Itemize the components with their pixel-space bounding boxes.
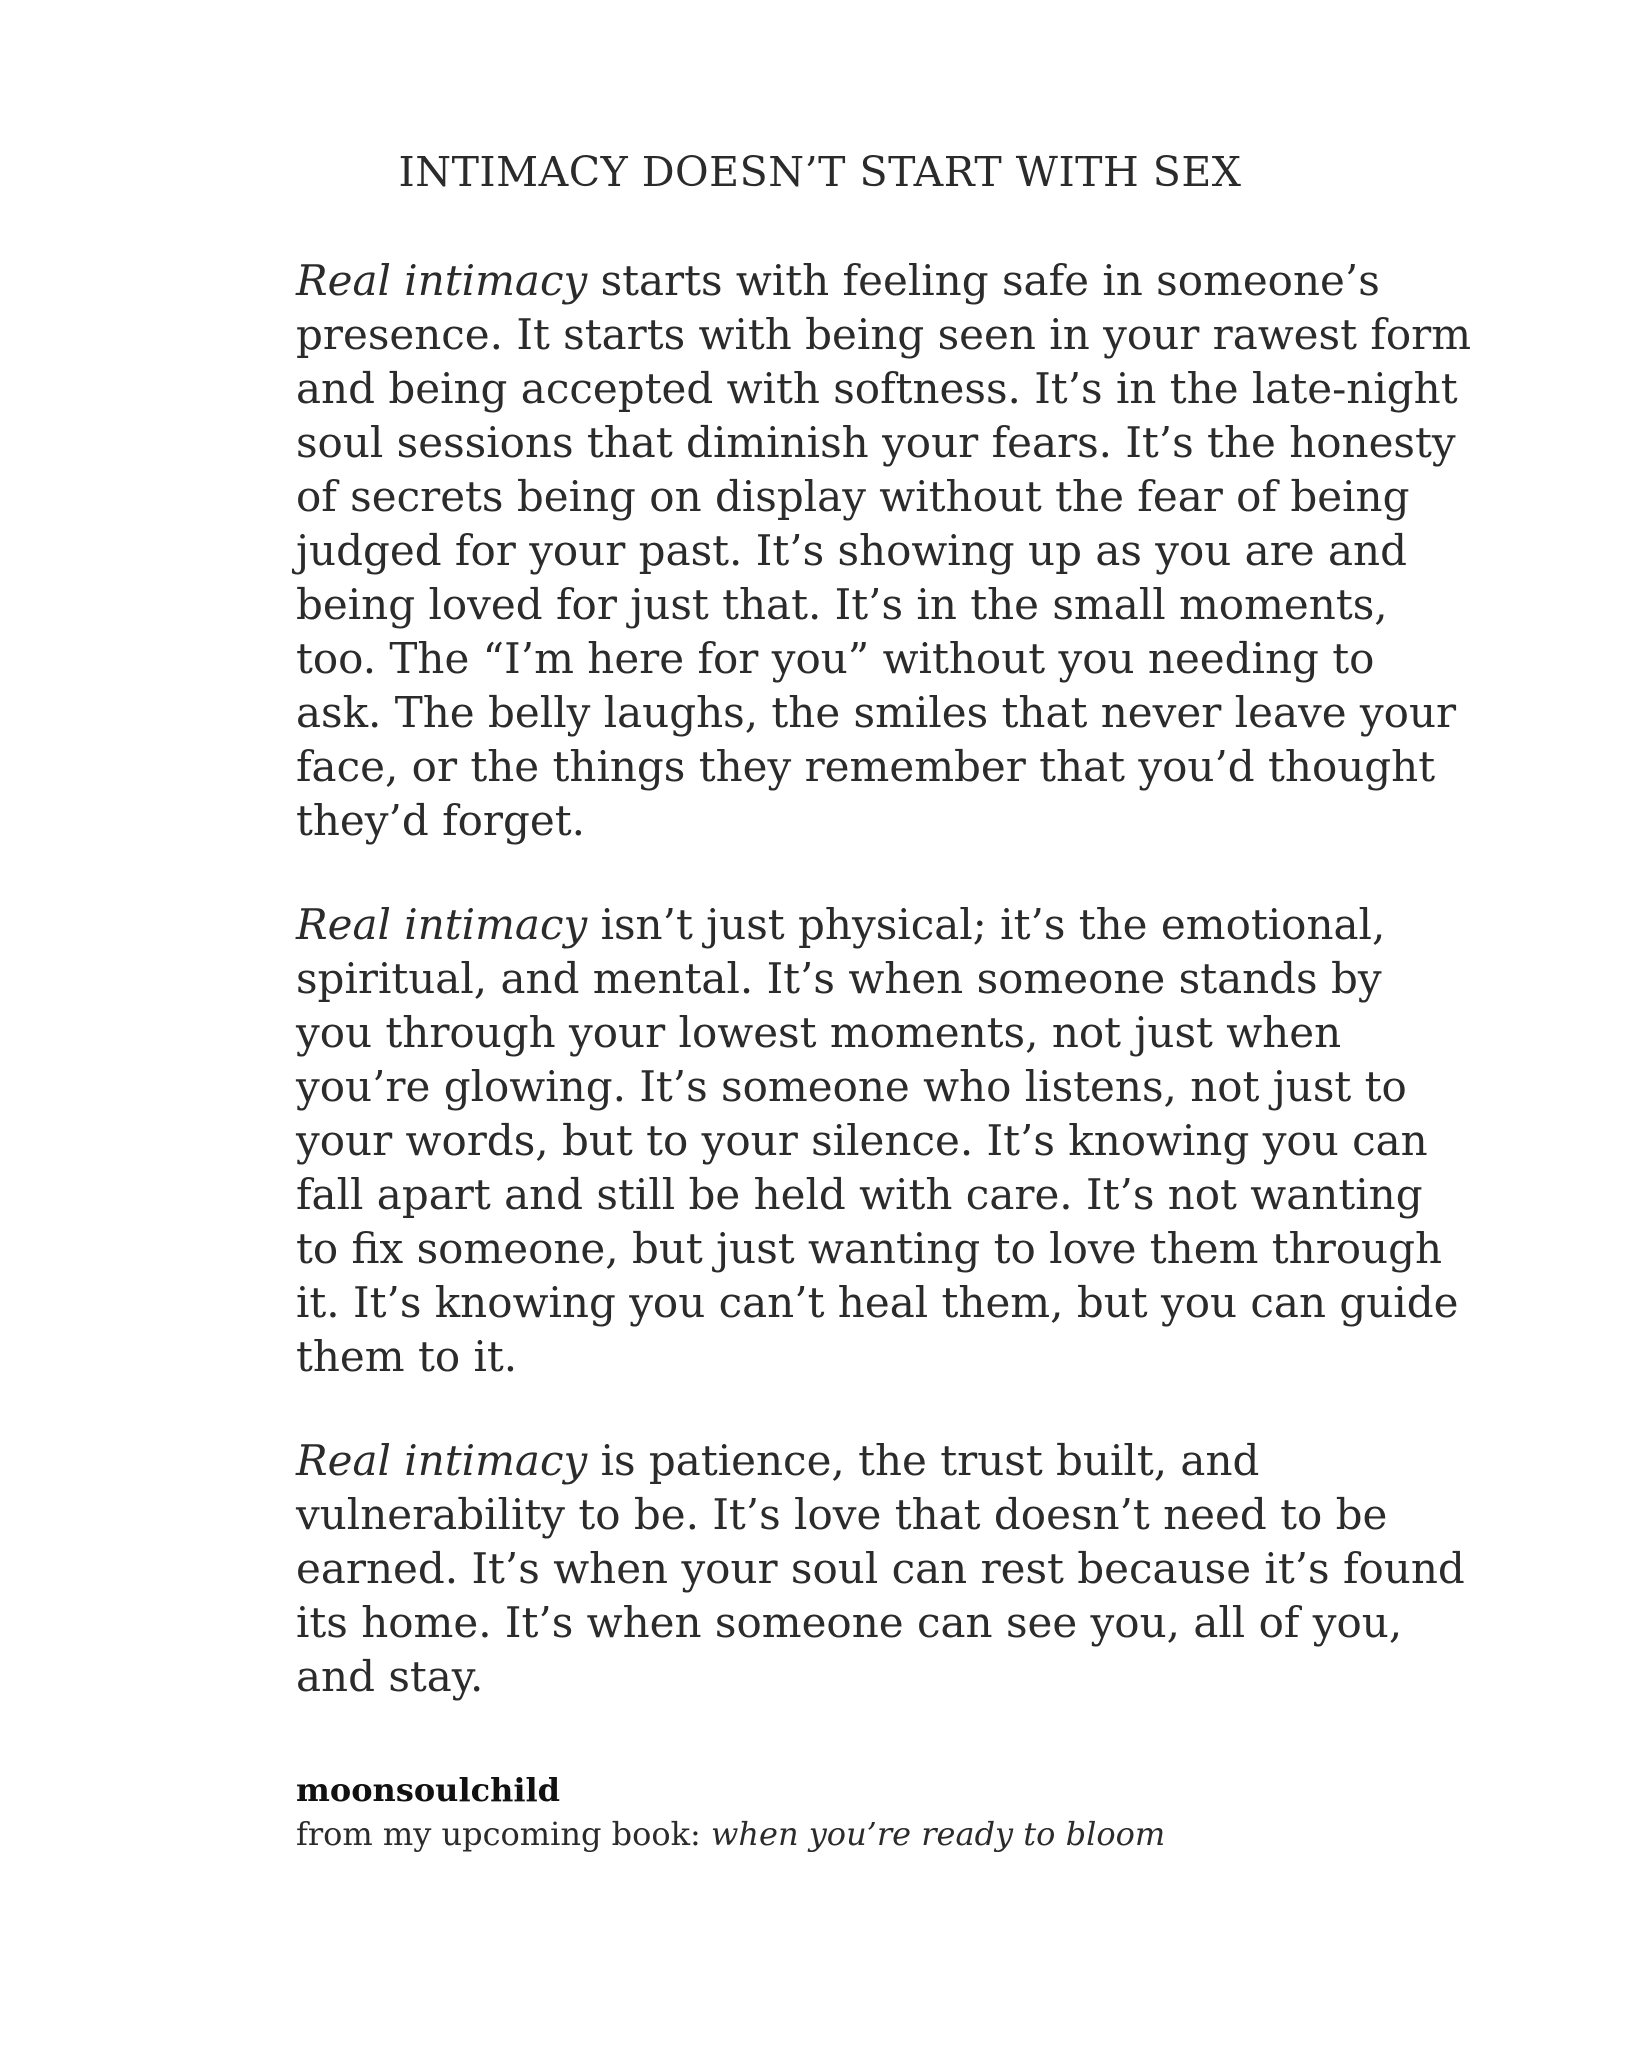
paragraph-line: fall apart and still be held with care. It’s not wanting [296, 1170, 1423, 1219]
line-text: isn’t just physical; it’s the emotional, [587, 900, 1386, 949]
paragraph-line: to fix someone, but just wanting to love them through [296, 1224, 1443, 1273]
paragraph-2 [296, 898, 1459, 1384]
paragraph-line: you’re glowing. It’s someone who listens, not just to [296, 1062, 1407, 1111]
paragraph-line: and being accepted with softness. It’s in the late-night [296, 364, 1458, 413]
page-title: INTIMACY DOESN’T START WITH SEX [398, 148, 1242, 196]
paragraph-line: spiritual, and mental. It’s when someone stands by [296, 954, 1382, 1003]
paragraph-line: its home. It’s when someone can see you, all of you, [296, 1598, 1403, 1647]
book-title: when you’re ready to bloom [711, 1815, 1166, 1853]
book-source [296, 1814, 1165, 1854]
line-text: is patience, the trust built, and [587, 1436, 1260, 1485]
emphasis-lead: Real intimacy [296, 900, 588, 949]
paragraph-3 [296, 1434, 1465, 1704]
paragraph-line: soul sessions that diminish your fears. It’s the honesty [296, 418, 1456, 467]
paragraph-line [296, 898, 1416, 952]
paragraph-line: earned. It’s when your soul can rest because it’s found [296, 1544, 1465, 1593]
emphasis-lead: Real intimacy [296, 256, 588, 305]
paragraph-line: and stay. [296, 1652, 484, 1701]
paragraph-line: presence. It starts with being seen in your rawest form [296, 310, 1472, 359]
paragraph-line: judged for your past. It’s showing up as you are and [296, 526, 1407, 575]
paragraph-line: you through your lowest moments, not just when [296, 1008, 1342, 1057]
author-name: moonsoulchild [296, 1771, 561, 1809]
paragraph-line: it. It’s knowing you can’t heal them, but you can guide [296, 1278, 1459, 1327]
paragraph-line: vulnerability to be. It’s love that doesn’t need to be [296, 1490, 1388, 1539]
line-text: starts with feeling safe in someone’s [587, 256, 1380, 305]
paragraph-line: they’d forget. [296, 796, 585, 845]
paragraph-line: too. The “I’m here for you” without you needing to [296, 634, 1375, 683]
paragraph-line: face, or the things they remember that you’d thought [296, 742, 1436, 791]
paragraph-line: your words, but to your silence. It’s knowing you can [296, 1116, 1428, 1165]
paragraph-line [296, 254, 1416, 308]
paragraph-line: of secrets being on display without the fear of being [296, 472, 1410, 521]
paragraph-1 [296, 254, 1472, 848]
paragraph-line: them to it. [296, 1332, 518, 1381]
paragraph-line: being loved for just that. It’s in the small moments, [296, 580, 1388, 629]
paragraph-line: ask. The belly laughs, the smiles that never leave your [296, 688, 1457, 737]
emphasis-lead: Real intimacy [296, 1436, 588, 1485]
paragraph-line [296, 1434, 1416, 1488]
source-prefix: from my upcoming book: [296, 1815, 711, 1853]
